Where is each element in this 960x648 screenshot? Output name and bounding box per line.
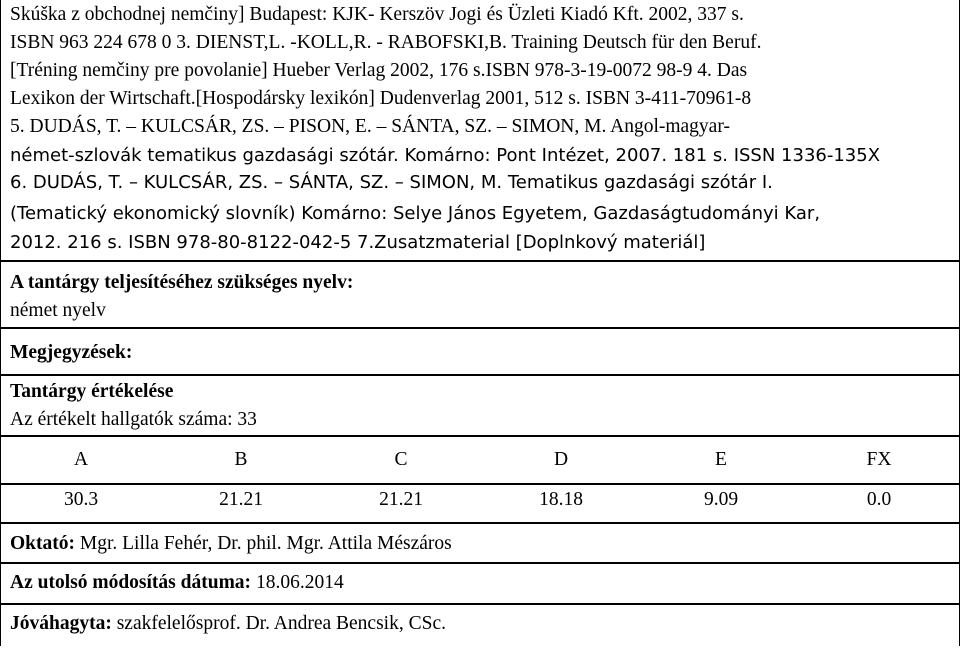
teacher-value: Mgr. Lilla Fehér, Dr. phil. Mgr. Attila Mészáros xyxy=(75,533,452,554)
bibliography-line: 2012. 216 s. ISBN 978-80-8122-042-5 7.Zusatzmaterial [Doplnkový materiál] xyxy=(10,232,706,253)
evaluation-section xyxy=(1,376,959,524)
grade-value: 21.21 xyxy=(219,489,263,510)
grade-header: D xyxy=(553,449,569,470)
evaluated-count: Az értékelt hallgatók száma: 33 xyxy=(10,409,257,430)
grades-middle-divider xyxy=(1,483,959,485)
grade-value: 18.18 xyxy=(539,489,583,510)
bibliography-line: (Tematický ekonomický slovník) Komárno: Selye János Egyetem, Gazdaságtudományi Kar, xyxy=(10,203,821,224)
grade-header: C xyxy=(394,449,408,470)
modified-line xyxy=(10,570,344,596)
bibliography-line: Skúška z obchodnej nemčiny] Budapest: KJK- Kerszöv Jogi és Üzleti Kiadó Kft. 2002, 337 s. xyxy=(10,4,744,25)
grade-header: B xyxy=(234,449,248,470)
modified-label: Az utolsó módosítás dátuma: xyxy=(10,572,252,593)
notes-label: Megjegyzések: xyxy=(10,342,133,363)
modified-section xyxy=(1,564,959,605)
bibliography-line: ISBN 963 224 678 0 3. DIENST,L. -KOLL,R. - RABOFSKI,B. Training Deutsch für den Beruf. xyxy=(10,32,762,53)
language-label: A tantárgy teljesítéséhez szükséges nyelv: xyxy=(10,272,354,293)
grade-value: 0.0 xyxy=(866,489,892,510)
grade-header: E xyxy=(715,449,727,470)
teacher-label: Oktató: xyxy=(10,533,75,554)
approved-line xyxy=(10,611,446,637)
teacher-line xyxy=(10,531,452,557)
bibliography-line: [Tréning nemčiny pre povolanie] Hueber Verlag 2002, 176 s.ISBN 978-3-19-0072 98-9 4. Das xyxy=(10,60,748,81)
notes-section xyxy=(1,329,959,376)
grades-top-divider xyxy=(1,435,959,437)
evaluation-title: Tantárgy értékelése xyxy=(10,381,174,402)
teacher-section xyxy=(1,522,959,564)
modified-date: 18.06.2014 xyxy=(251,572,344,593)
bibliography-section xyxy=(1,0,959,262)
grade-value: 30.3 xyxy=(63,489,99,510)
grade-header: FX xyxy=(866,449,892,470)
approved-label: Jóváhagyta: xyxy=(10,613,112,634)
language-section xyxy=(1,262,959,329)
approved-value: szakfelelősprof. Dr. Andrea Bencsik, CSc. xyxy=(111,613,446,634)
grade-value: 21.21 xyxy=(379,489,423,510)
bibliography-line: Lexikon der Wirtschaft.[Hospodársky lexikón] Dudenverlag 2001, 512 s. ISBN 3-411-70961-8 xyxy=(10,88,752,109)
bibliography-line: német-szlovák tematikus gazdasági szótár. Komárno: Pont Intézet, 2007. 181 s. ISSN 1336-135X xyxy=(10,145,881,166)
approved-section xyxy=(1,605,959,646)
bibliography-line: 6. DUDÁS, T. – KULCSÁR, ZS. – SÁNTA, SZ. – SIMON, M. Tematikus gazdasági szótár I. xyxy=(10,172,773,193)
grade-value: 9.09 xyxy=(703,489,739,510)
grade-header: A xyxy=(73,449,89,470)
language-value: német nyelv xyxy=(10,300,106,321)
bibliography-line: 5. DUDÁS, T. – KULCSÁR, ZS. – PISON, E. – SÁNTA, SZ. – SIMON, M. Angol-magyar- xyxy=(10,116,730,137)
